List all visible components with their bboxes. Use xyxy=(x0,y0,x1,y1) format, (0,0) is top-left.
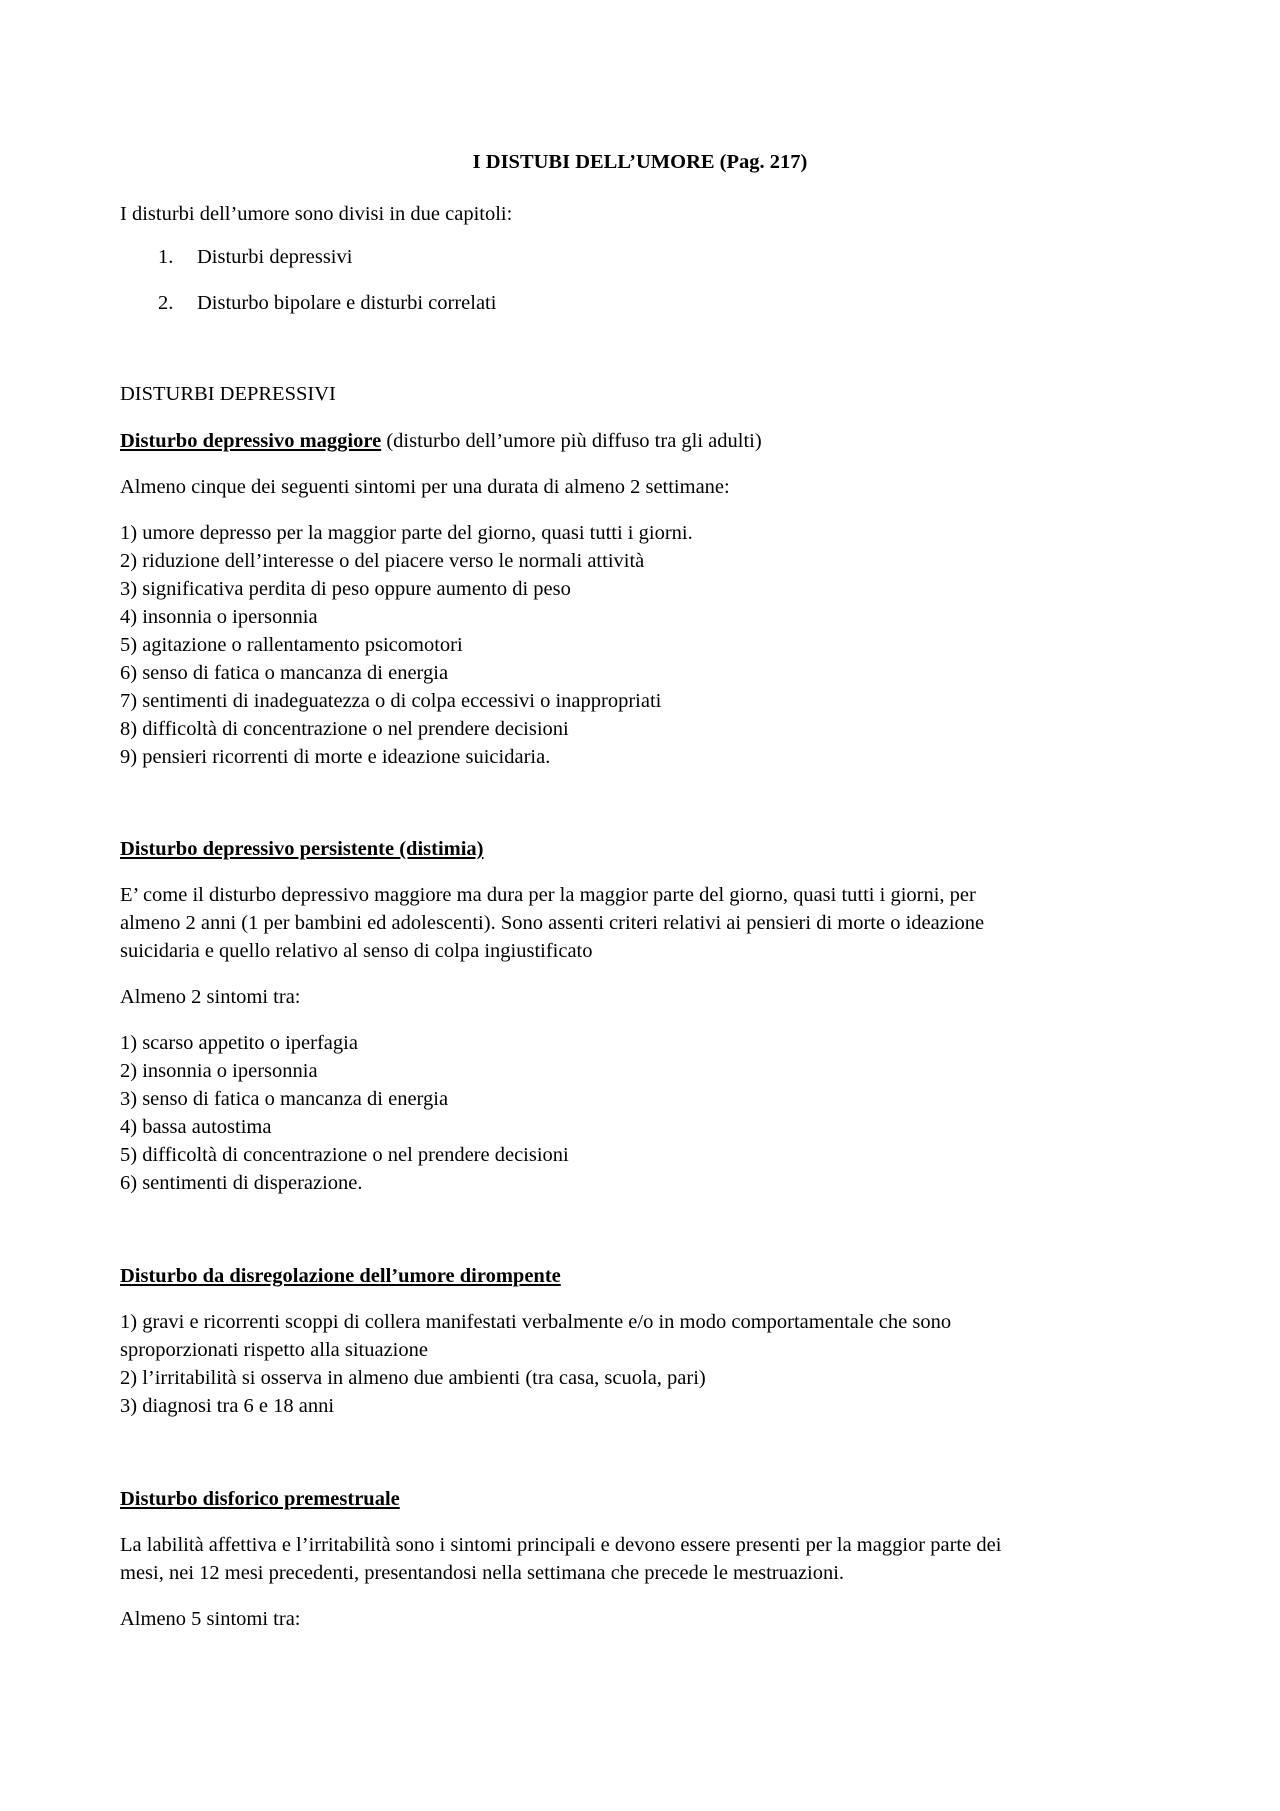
list-item: 5) agitazione o rallentamento psicomotori xyxy=(120,634,463,656)
chapter-item: Disturbo bipolare e disturbi correlati xyxy=(197,292,497,314)
chapter-number: 2. xyxy=(158,292,174,314)
pdd-heading: Disturbo depressivo persistente (distimia) xyxy=(120,838,484,860)
page-title-text: I DISTUBI DELL’UMORE (Pag. 217) xyxy=(472,151,808,173)
list-item: 4) insonnia o ipersonnia xyxy=(120,606,318,628)
pmdd-intro: Almeno 5 sintomi tra: xyxy=(120,1608,301,1630)
section-heading: DISTURBI DEPRESSIVI xyxy=(120,383,336,405)
dmdd-line: sproporzionati rispetto alla situazione xyxy=(120,1339,428,1361)
dmdd-heading: Disturbo da disregolazione dell’umore dirompente xyxy=(120,1265,561,1287)
page-title xyxy=(0,148,1280,176)
mdd-heading-note: (disturbo dell’umore più diffuso tra gli adulti) xyxy=(381,430,762,452)
pmdd-heading: Disturbo disforico premestruale xyxy=(120,1488,400,1510)
intro-text: I disturbi dell’umore sono divisi in due capitoli: xyxy=(120,203,513,225)
list-item: 1) umore depresso per la maggior parte del giorno, quasi tutti i giorni. xyxy=(120,522,693,544)
list-item: 6) senso di fatica o mancanza di energia xyxy=(120,662,449,684)
list-item: 2) riduzione dell’interesse o del piacere verso le normali attività xyxy=(120,550,645,572)
list-item: 9) pensieri ricorrenti di morte e ideazione suicidaria. xyxy=(120,746,551,768)
list-item: 4) bassa autostima xyxy=(120,1116,272,1138)
pdd-paragraph-line: suicidaria e quello relativo al senso di colpa ingiustificato xyxy=(120,940,593,962)
list-item: 8) difficoltà di concentrazione o nel prendere decisioni xyxy=(120,718,569,740)
list-item: 3) senso di fatica o mancanza di energia xyxy=(120,1088,449,1110)
list-item: 3) significativa perdita di peso oppure aumento di peso xyxy=(120,578,571,600)
pmdd-paragraph-line: La labilità affettiva e l’irritabilità sono i sintomi principali e devono essere presenti per la maggior parte dei xyxy=(120,1534,1002,1556)
list-item: 2) insonnia o ipersonnia xyxy=(120,1060,318,1082)
mdd-heading-line xyxy=(120,427,762,455)
chapter-item: Disturbi depressivi xyxy=(197,246,353,268)
mdd-intro: Almeno cinque dei seguenti sintomi per una durata di almeno 2 settimane: xyxy=(120,476,730,498)
chapter-number: 1. xyxy=(158,246,174,268)
mdd-heading: Disturbo depressivo maggiore xyxy=(120,430,382,452)
list-item: 7) sentimenti di inadeguatezza o di colpa eccessivi o inappropriati xyxy=(120,690,662,712)
dmdd-line: 3) diagnosi tra 6 e 18 anni xyxy=(120,1395,335,1417)
dmdd-line: 2) l’irritabilità si osserva in almeno due ambienti (tra casa, scuola, pari) xyxy=(120,1367,706,1389)
list-item: 6) sentimenti di disperazione. xyxy=(120,1172,363,1194)
list-item: 5) difficoltà di concentrazione o nel prendere decisioni xyxy=(120,1144,569,1166)
pdd-paragraph-line: almeno 2 anni (1 per bambini ed adolescenti). Sono assenti criteri relativi ai pensieri di morte o ideazione xyxy=(120,912,985,934)
dmdd-line: 1) gravi e ricorrenti scoppi di collera manifestati verbalmente e/o in modo comportamentale che sono xyxy=(120,1311,952,1333)
pdd-intro: Almeno 2 sintomi tra: xyxy=(120,986,301,1008)
list-item: 1) scarso appetito o iperfagia xyxy=(120,1032,358,1054)
pdd-paragraph-line: E’ come il disturbo depressivo maggiore ma dura per la maggior parte del giorno, quasi tutti i giorni, per xyxy=(120,884,976,906)
pmdd-paragraph-line: mesi, nei 12 mesi precedenti, presentandosi nella settimana che precede le mestruazioni. xyxy=(120,1562,845,1584)
